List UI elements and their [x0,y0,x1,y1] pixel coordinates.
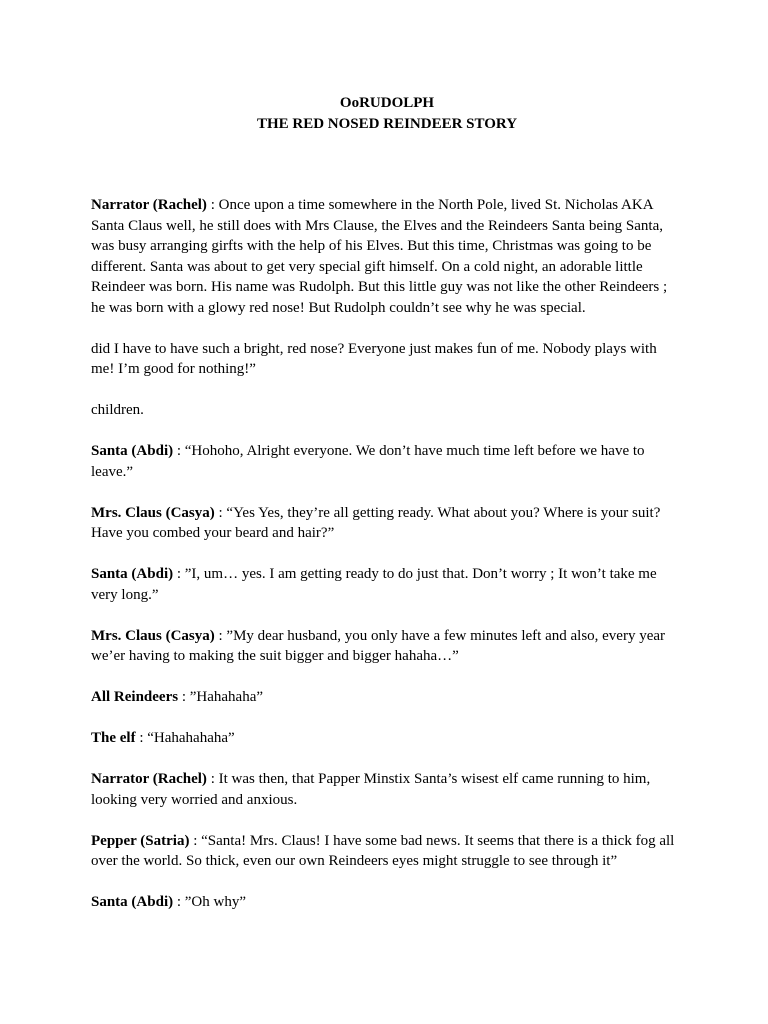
speaker-name: Narrator (Rachel) [91,771,207,787]
speaker-name: Mrs. Claus (Casya) [91,504,215,521]
script-body [91,195,683,913]
dialogue-text: did I have to have such a bright, red nose? Everyone just makes fun of me. Nobody plays with me! I’m good for nothing!” [91,340,657,377]
script-paragraph [91,400,683,421]
script-paragraph [91,503,683,544]
script-paragraph [91,687,683,708]
script-paragraph [91,769,683,810]
dialogue-text: : Once upon a time somewhere in the North Pole, lived St. Nicholas AKA Santa Claus well, he still does with Mrs Clause, the Elves and the Reindeers Santa being Santa, was busy arranging girfts with the help of his Elves. But this time, Christmas was going to be different. Santa was about to get very special gift himself. On a cold night, an adorable little Reindeer was born. His name was Rudolph. But this little guy was not like the other Reindeers ; he was born with a glowy red nose! But Rudolph couldn’t see why he was special. [91,197,668,316]
dialogue-text: : ”I, um… yes. I am getting ready to do just that. Don’t worry ; It won’t take me very long.” [91,566,657,603]
script-paragraph [91,728,683,749]
dialogue-text: : It was then, that Papper Minstix Santa’s wisest elf came running to him, looking very worried and anxious. [91,771,651,808]
script-paragraph [91,195,683,318]
dialogue-text: children. [91,402,144,418]
speaker-name: Santa (Abdi) [91,894,174,910]
dialogue-text: : “Hohoho, Alright everyone. We don’t have much time left before we have to leave.” [91,443,645,480]
speaker-name: Narrator (Rachel) [91,197,207,213]
dialogue-text: : “Hahahahaha” [135,730,235,746]
speaker-name: The elf [91,730,136,746]
dialogue-text: : ”Oh why” [173,894,247,910]
script-paragraph [91,339,683,380]
document-title-line-2: THE RED NOSED REINDEER STORY [256,115,518,132]
speaker-name: Santa (Abdi) [91,443,174,459]
dialogue-text: : ”Hahahaha” [178,689,264,705]
script-paragraph [91,626,683,667]
script-paragraph [91,892,683,913]
speaker-name: Santa (Abdi) [91,566,174,582]
script-paragraph [91,831,683,872]
script-paragraph [91,441,683,482]
document-page [91,93,683,933]
speaker-name: All Reindeers [91,689,179,705]
title-spacer [91,134,683,195]
dialogue-text: : “Santa! Mrs. Claus! I have some bad news. It seems that there is a thick fog all over the world. So thick, even our own Reindeers eyes might struggle to see through it” [91,832,675,869]
speaker-name: Mrs. Claus (Casya) [91,627,215,644]
document-title-line-1: OoRUDOLPH [339,95,435,111]
speaker-name: Pepper (Satria) [91,832,190,849]
dialogue-text: : ”My dear husband, you only have a few minutes left and also, every year we’er having to making the suit bigger and bigger hahaha…” [91,627,666,664]
dialogue-text: : “Yes Yes, they’re all getting ready. What about you? Where is your suit? Have you combed your beard and hair?” [91,504,661,541]
script-paragraph [91,564,683,605]
